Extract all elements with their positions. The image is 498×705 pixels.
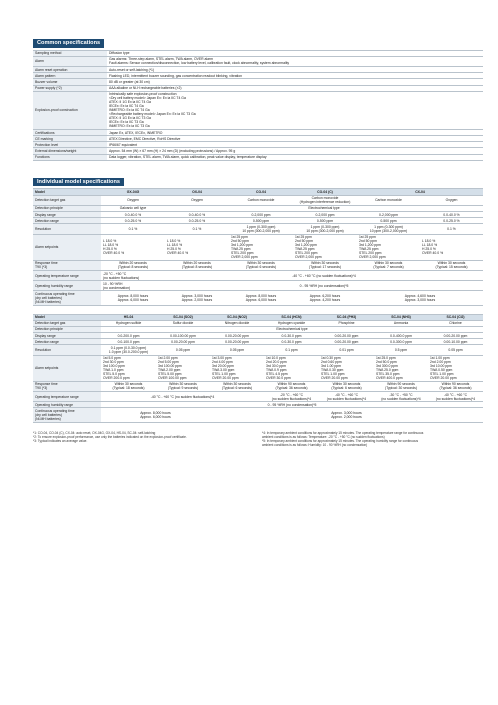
table-cell: Approx. 4,600 hours Approx. 3,000 hours (357, 291, 483, 305)
table-cell: Within 30 seconds (Typical: 6 seconds) (319, 381, 374, 391)
table-cell: 0.5 ppm (374, 345, 428, 355)
spec-value: Auto-reset or self-latching (*1) (107, 66, 483, 72)
table-cell: Approx. 8,000 hours Approx. 6,000 hours (101, 291, 165, 305)
table-cell: 0.0-40.0 % (165, 212, 229, 218)
table-cell: 0.0-300.0 ppm (374, 339, 428, 345)
table-row (33, 355, 483, 381)
table-cell: Electrochemical type (101, 326, 483, 332)
table-cell: Oxygen (420, 195, 483, 205)
table-cell: 0-500 ppm (357, 218, 420, 224)
table-cell: 1 ppm (0-300 ppm) 10 ppm (300-2,000 ppm) (293, 224, 357, 234)
table-cell: 0-2,000 ppm (293, 212, 357, 218)
table-cell: Carbon monoxide (357, 195, 420, 205)
alarm-setpoints: 1st 2.00 ppm 2nd 5.00 ppm 3rd 100.00 ppm TWA 2.00 ppm STEL 5.00 ppm OVER 100.00 ppm (156, 355, 210, 381)
model-name: OX-04 (165, 189, 229, 195)
table-row (33, 345, 483, 355)
individual-spec-heading: Individual model specifications (33, 178, 124, 187)
row-header: Detection principle (33, 326, 101, 332)
table-cell: 0.0-30.0 ppm (264, 339, 319, 345)
table-cell: 0-500 ppm (293, 218, 357, 224)
model-name: CO-04 (229, 189, 293, 195)
table-cell: Approx. 3,000 hours Approx. 2,000 hours (210, 408, 483, 422)
table-row (33, 260, 483, 270)
table-cell: Hydrogen cyanide (264, 320, 319, 326)
model-name: SC-04 (SO2) (156, 314, 210, 320)
table-row (33, 154, 483, 160)
alarm-setpoints: L 18.0 % LL 18.0 % H 25.0 % OVER 40.0 % (101, 234, 165, 260)
row-header: Alarm setpoints (33, 234, 101, 260)
table-cell: Approx. 6,200 hours Approx. 4,200 hours (293, 291, 357, 305)
alarm-setpoints: L 18.0 % LL 18.0 % H 25.0 % OVER 40.0 % (420, 234, 483, 260)
spec-value: Approx. 54 mm (W) × 67 mm (H) × 24 mm (D) (excluding protrusions) / Approx. 95 g (107, 148, 483, 154)
model-table-2 (33, 314, 483, 423)
row-header: Detection target gas (33, 195, 101, 205)
spec-label: Buzzer volume (33, 79, 107, 85)
table-cell: 0.0-200.0 ppm (101, 333, 156, 339)
row-header: Detection range (33, 339, 101, 345)
table-cell: Within 90 seconds (Typical: 36 seconds) (264, 381, 319, 391)
model-name: SC-04 (PH3) (319, 314, 374, 320)
table-cell: Oxygen (101, 195, 165, 205)
table-cell: 0.00-100.00 ppm (156, 333, 210, 339)
table-row (33, 234, 483, 260)
table-cell: Within 90 seconds (Typical: 36 seconds) (428, 381, 483, 391)
table-row (33, 291, 483, 305)
table-cell: 10 - 90 %RH (no condensation) (101, 281, 165, 291)
table-cell: Carbon monoxide (229, 195, 293, 205)
row-header: Resolution (33, 224, 101, 234)
row-header: Detection target gas (33, 320, 101, 326)
row-header: Operating humidity range (33, 281, 101, 291)
alarm-setpoints: 1st 1.00 ppm 2nd 2.00 ppm 3rd 10.00 ppm TWA 0.50 ppm STEL 1.00 ppm OVER 20.00 ppm (428, 355, 483, 381)
spec-label: Protection level (33, 142, 107, 148)
table-row (33, 195, 483, 205)
row-header: Alarm setpoints (33, 355, 101, 381)
table-cell: 0.0-400.0 ppm (374, 333, 428, 339)
table-cell: Within 30 seconds (Typical: 15 seconds) (420, 260, 483, 270)
model-name: HS-04 (101, 314, 156, 320)
alarm-setpoints: 1st 0.30 ppm 2nd 0.60 ppm 3rd 1.00 ppm TWA 0.30 ppm STEL 1.00 ppm OVER 20.00 ppm (319, 355, 374, 381)
table-cell: Nitrogen dioxide (210, 320, 264, 326)
model-name: SC-04 (NH3) (374, 314, 428, 320)
table-cell: 0.00-20.00 ppm (319, 339, 374, 345)
table-cell: Within 30 seconds (Typical: 18 seconds) (101, 381, 156, 391)
table-cell: -40 °C - +60 °C (no sudden fluctuations)*4 (428, 392, 483, 402)
table-cell: -20 °C - +50 °C (no sudden fluctuations) (101, 270, 165, 280)
table-cell: 0.00-20.00 ppm (210, 339, 264, 345)
table-cell: 0.00-20.00 ppm (156, 339, 210, 345)
row-header: Operating humidity range (33, 402, 101, 408)
table-cell: Within 20 seconds (Typical: 8 seconds) (101, 260, 165, 270)
table-cell: 0.0-25.0 % (420, 218, 483, 224)
table-cell: 1 ppm (0-300 ppm) 10 ppm (300-2,000 ppm) (229, 224, 293, 234)
footnotes (33, 431, 483, 447)
spec-label: Alarm reset operation (33, 66, 107, 72)
spec-value: Flashing LED, intermittent buzzer sounding, gas concentration readout blinking, vibration (107, 73, 483, 79)
page (33, 31, 483, 447)
spec-label: Alarm (33, 56, 107, 66)
table-cell: 0.0-25.0 % (165, 218, 229, 224)
table-cell: 0.0-40.0 % (101, 212, 165, 218)
table-cell: 0.00-10.00 ppm (428, 339, 483, 345)
table-cell: Within 30 seconds (Typical: 9 seconds) (156, 381, 210, 391)
table-cell: 0.00-20.00 ppm (319, 333, 374, 339)
table-cell: 0.00-20.00 ppm (210, 333, 264, 339)
model-name: CX-04 (357, 189, 483, 195)
table-row (33, 381, 483, 391)
table-cell: Oxygen (165, 195, 229, 205)
alarm-setpoints: 1st 25 ppm 2nd 50 ppm 3rd 1,200 ppm TWA 25 ppm STEL 200 ppm OVER 2,000 ppm (293, 234, 357, 260)
table-cell: 0.05 ppm (156, 345, 210, 355)
row-header: Detection range (33, 218, 101, 224)
table-cell: -40 °C - +60 °C (no sudden fluctuations)*4 (165, 270, 483, 280)
table-cell: Within 90 seconds (Typical: 30 seconds) (374, 381, 428, 391)
spec-value: AAA alkaline or Ni-H rechargeable batteries (×2) (107, 85, 483, 91)
table-cell: Approx. 8,000 hours Approx. 6,000 hours (229, 291, 293, 305)
table-cell: 0.0-100.0 ppm (101, 339, 156, 345)
table-cell: Ammonia (374, 320, 428, 326)
table-row (33, 224, 483, 234)
table-cell: 0 - 95 %RH (no condensation)*5 (101, 402, 483, 408)
table-cell: Carbon monoxide (Hydrogen interference reduction) (293, 195, 357, 205)
table-cell: 0-500 ppm (229, 218, 293, 224)
model-name: SC-04 (Cl2) (428, 314, 483, 320)
table-cell: 0.0-25.0 % (101, 218, 165, 224)
table-cell: 0.05 ppm (428, 345, 483, 355)
table-cell: Within 30 seconds (Typical: 7 seconds) (357, 260, 420, 270)
table-cell: 0.1 % (101, 224, 165, 234)
row-header: Continuous operating time (dry cell batteries) (Ni-MH batteries) (33, 408, 101, 422)
table-cell: Approx. 8,000 hours Approx. 6,000 hours (101, 408, 210, 422)
table-row (33, 392, 483, 402)
row-header: Response time T90 (*3) (33, 381, 101, 391)
spec-value: Intrinsically safe explosion-proof construction <Dry cell battery model> Japan Ex: Ex ia IIC T4 Ga ATEX: II 1G Ex ia IIC T4 Ga IECEx: Ex ia IIC T4 Ga INMETRO: Ex ia IIC T4 Ga <Rechargeable battery model> Japan Ex: Ex ia IIC T3 Ga ATEX: II 1G Ex ia IIC T3 Ga IECEx: Ex ia IIC T3 Ga INMETRO: Ex ia IIC T3 Ga (107, 91, 483, 129)
table-cell: 0.05 ppm (210, 345, 264, 355)
table-cell: Hydrogen sulfide (101, 320, 156, 326)
row-header: Resolution (33, 345, 101, 355)
row-header: Display range (33, 333, 101, 339)
table-cell: Within 30 seconds (Typical: 6 seconds) (229, 260, 293, 270)
spec-value: IP66/67 equivalent (107, 142, 483, 148)
spec-label: Explosion-proof construction (33, 91, 107, 129)
table-cell: Galvanic cell type (101, 205, 165, 211)
table-cell: Phosphine (319, 320, 374, 326)
table-cell: Within 30 seconds (Typical: 6 seconds) (210, 381, 264, 391)
table-cell: 0.01 ppm (319, 345, 374, 355)
model-name: GX-04G (101, 189, 165, 195)
table-cell: Approx. 3,000 hours Approx. 2,000 hours (165, 291, 229, 305)
spec-label: External dimensions/weight (33, 148, 107, 154)
spec-value: 80 dB or greater (at 30 cm) (107, 79, 483, 85)
spec-value: Data logger, vibration, STEL alarm, TWA alarm, quick calibration, peak value display, temperature display (107, 154, 483, 160)
alarm-setpoints: 1st 10.0 ppm 2nd 20.0 ppm 3rd 30.0 ppm TWA 0.9 ppm STEL 4.5 ppm OVER 30.0 ppm (264, 355, 319, 381)
table-cell: 0-2,000 ppm (357, 212, 420, 218)
spec-label: CE marking (33, 136, 107, 142)
common-spec-heading: Common specifications (33, 39, 104, 48)
table-row (33, 91, 483, 129)
spec-value: Diffusion type (107, 50, 483, 56)
spec-value: ATEX Directive, EMC Directive, RoHS Directive (107, 136, 483, 142)
table-cell: Chlorine (428, 320, 483, 326)
model-name: CO-04 (C) (293, 189, 357, 195)
footnotes-right: *4: In temporary ambient conditions for approximately 15 minutes. The operating temperature range for continuous ambient conditions is as follows: Temperature: -20 °C - +50 °C (no sudden fluctuations) *5: In temporary ambient conditions for approximately 15 minutes. The operating humidity range for continuous ambient conditions is as follows: Humidity: 10 - 90 %RH (no condensation) (262, 430, 424, 447)
alarm-setpoints: L 18.0 % LL 18.0 % H 25.0 % OVER 40.0 % (165, 234, 229, 260)
spec-value: Gas alarms: Three-step alarm, STEL alarm, TWA alarm, OVER alarm Fault alarms: Sensor connection/disconnection, low battery level, calibration fault, clock abnormality, system abnormality (107, 56, 483, 66)
row-header: Operating temperature range (33, 392, 101, 402)
table-row (33, 270, 483, 280)
common-spec-table (33, 50, 483, 161)
footnotes-left: *1: CO-04, CO-04 (C), CX-04: auto reset, OX-04G, OX-04, HS-04, SC-04: self-latching *2: To ensure explosion-proof performance, use only the batteries indicated on the explosion-proof certificate. *3: Typical indicates an average value. (33, 430, 187, 443)
table-row (33, 408, 483, 422)
row-header: Operating temperature range (33, 270, 101, 280)
table-cell: -30 °C - +50 °C (no sudden fluctuations)*4 (374, 392, 428, 402)
table-cell: 0.0-40.0 % (420, 212, 483, 218)
alarm-setpoints: 1st 3.00 ppm 2nd 4.00 ppm 3rd 20.00 ppm TWA 3.00 ppm STEL 1.00 ppm OVER 20.00 ppm (210, 355, 264, 381)
alarm-setpoints: 1st 25 ppm 2nd 50 ppm 3rd 1,200 ppm TWA 25 ppm STEL 200 ppm OVER 2,000 ppm (357, 234, 420, 260)
table-cell: -40 °C - +60 °C (no sudden fluctuations)*4 (101, 392, 264, 402)
table-cell: 0.1 ppm (0.0-30.0 ppm) 1.0 ppm (30.0-200.0 ppm) (101, 345, 156, 355)
table-cell: 0-2,000 ppm (229, 212, 293, 218)
spec-label: Certifications (33, 129, 107, 135)
table-cell: 0.1 % (420, 224, 483, 234)
table-cell: 0.1 % (165, 224, 229, 234)
row-header: Continuous operating time (dry cell batteries) (Ni-MH batteries) (33, 291, 101, 305)
table-row (33, 56, 483, 66)
model-table-1 (33, 188, 483, 305)
spec-label: Alarm pattern (33, 73, 107, 79)
table-cell: 0.1 ppm (264, 345, 319, 355)
table-cell: 0 - 95 %RH (no condensation)*5 (165, 281, 483, 291)
row-header: Model (33, 189, 101, 195)
table-cell: Sulfur dioxide (156, 320, 210, 326)
table-cell: 1 ppm (0-300 ppm) 10 ppm (300-2,000 ppm) (357, 224, 420, 234)
row-header: Model (33, 314, 101, 320)
spec-value: Japan Ex, ATEX, IECEx, INMETRO (107, 129, 483, 135)
row-header: Display range (33, 212, 101, 218)
spec-label: Sampling method (33, 50, 107, 56)
row-header: Detection principle (33, 205, 101, 211)
row-header: Response time T90 (*3) (33, 260, 101, 270)
model-name: SC-04 (NO2) (210, 314, 264, 320)
table-cell: 0.0-30.0 ppm (264, 333, 319, 339)
spec-label: Functions (33, 154, 107, 160)
table-cell: Within 30 seconds (Typical: 17 seconds) (293, 260, 357, 270)
spec-label: Power supply (*2) (33, 85, 107, 91)
alarm-setpoints: 1st 5.0 ppm 2nd 30.0 ppm 3rd 100.0 ppm TWA 1.0 ppm STEL 5.0 ppm OVER 200.0 ppm (101, 355, 156, 381)
table-cell: 0.00-20.00 ppm (428, 333, 483, 339)
table-row (33, 281, 483, 291)
model-name: SC-04 (HCN) (264, 314, 319, 320)
table-cell: Within 20 seconds (Typical: 8 seconds) (165, 260, 229, 270)
table-cell: Electrochemical type (165, 205, 483, 211)
table-cell: -40 °C - +60 °C (no sudden fluctuations)*4 (319, 392, 374, 402)
alarm-setpoints: 1st 25.0 ppm 2nd 50.0 ppm 3rd 300.0 ppm TWA 25.0 ppm STEL 35.0 ppm OVER 400.0 ppm (374, 355, 428, 381)
alarm-setpoints: 1st 25 ppm 2nd 50 ppm 3rd 1,200 ppm TWA 25 ppm STEL 200 ppm OVER 2,000 ppm (229, 234, 293, 260)
table-cell: -20 °C - +60 °C (no sudden fluctuations)*4 (264, 392, 319, 402)
